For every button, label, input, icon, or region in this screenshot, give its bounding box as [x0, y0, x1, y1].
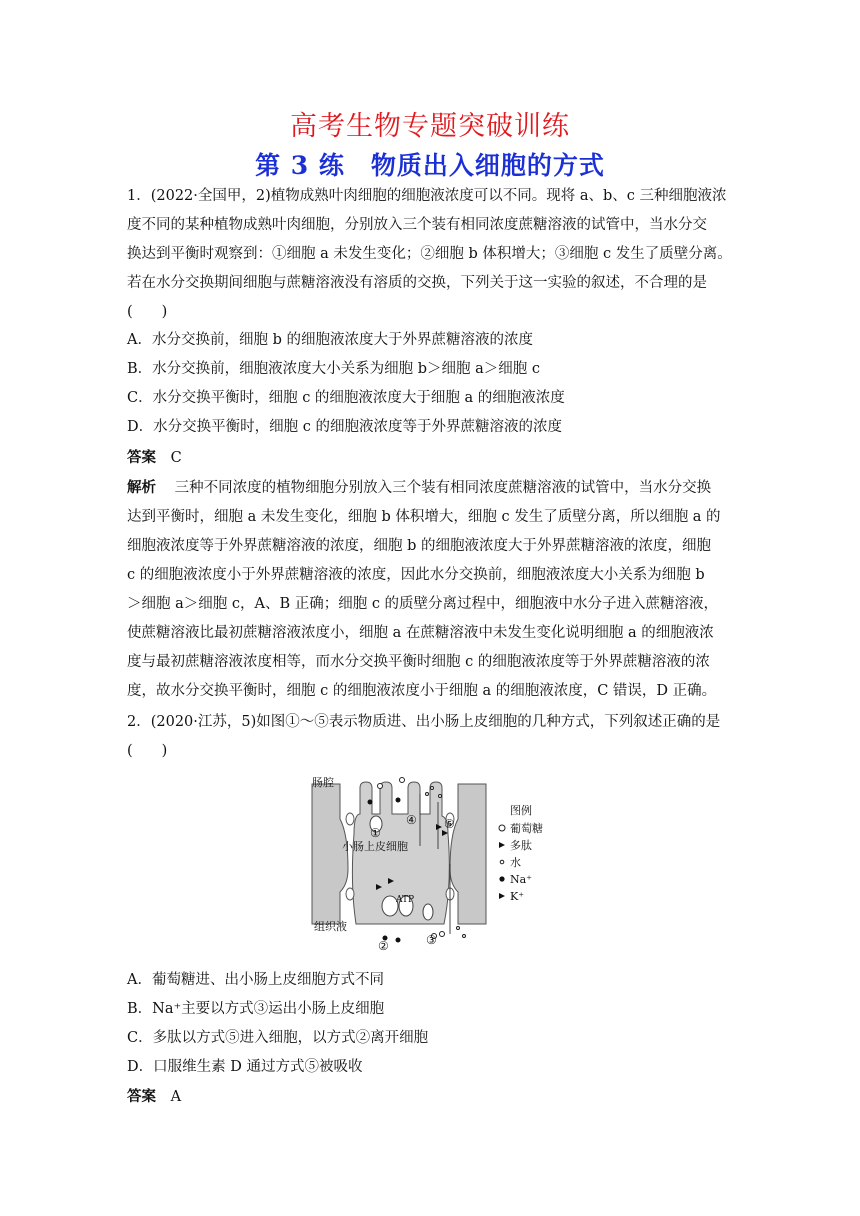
analysis-label: 解析 — [127, 480, 156, 496]
legend-title: 图例 — [510, 804, 532, 817]
q1-line: 换达到平衡时观察到：①细胞 a 未发生变化；②细胞 b 体积增大；③细胞 c 发生了质壁分离。 — [127, 246, 732, 262]
q2-option-d: D．口服维生素 D 通过方式⑤被吸收 — [127, 1059, 363, 1075]
q1-option-a: A．水分交换前，细胞 b 的细胞液浓度大于外界蔗糖溶液的浓度 — [127, 332, 533, 348]
q2-answer — [127, 1087, 181, 1107]
q1-answer — [127, 448, 182, 468]
legend-na: Na⁺ — [510, 873, 532, 886]
q1-analysis-first — [127, 478, 711, 498]
q2-option-a: A．葡萄糖进、出小肠上皮细胞方式不同 — [127, 972, 384, 988]
analysis-text: 三种不同浓度的植物细胞分别放入三个装有相同浓度蔗糖溶液的试管中，当水分交换 — [174, 480, 712, 496]
answer-value: C — [170, 450, 182, 466]
q1-analysis-line: c 的细胞液浓度小于外界蔗糖溶液的浓度，因此水分交换前，细胞液浓度大小关系为细胞 b — [127, 567, 705, 583]
marker-1: ① — [370, 826, 381, 840]
cell-transport-figure — [310, 774, 570, 959]
q1-option-d: D．水分交换平衡时，细胞 c 的细胞液浓度等于外界蔗糖溶液的浓度 — [127, 419, 562, 435]
q1-analysis-line: 达到平衡时，细胞 a 未发生变化，细胞 b 体积增大，细胞 c 发生了质壁分离，所以细胞 a 的 — [127, 509, 721, 525]
answer-label: 答案 — [127, 1089, 156, 1105]
answer-label: 答案 — [127, 450, 156, 466]
q1-line: 若在水分交换期间细胞与蔗糖溶液没有溶质的交换，下列关于这一实验的叙述，不合理的是 — [127, 275, 707, 291]
figure-label-tissue: 组织液 — [314, 920, 347, 933]
q1-option-c: C．水分交换平衡时，细胞 c 的细胞液浓度大于细胞 a 的细胞液浓度 — [127, 390, 565, 406]
q1-analysis-line: ＞细胞 a＞细胞 c，A、B 正确；细胞 c 的质壁分离过程中，细胞液中水分子进入蔗糖溶液， — [127, 596, 719, 612]
page-subtitle: 第 3 练 物质出入细胞的方式 — [255, 151, 605, 180]
marker-4: ④ — [406, 813, 417, 827]
q1-bracket: ( ) — [127, 304, 168, 320]
legend-k: K⁺ — [510, 890, 525, 903]
q1-line: 度不同的某种植物成熟叶肉细胞，分别放入三个装有相同浓度蔗糖溶液的试管中，当水分交 — [127, 217, 707, 233]
q2-option-b: B．Na⁺主要以方式③运出小肠上皮细胞 — [127, 1001, 385, 1017]
figure-label-cell: 小肠上皮细胞 — [342, 840, 408, 853]
q2-line: 2．(2020·江苏，5)如图①～⑤表示物质进、出小肠上皮细胞的几种方式，下列叙述正确的是 — [127, 714, 721, 730]
legend-glucose: 葡萄糖 — [510, 822, 543, 835]
legend-polypeptide: 多肽 — [510, 839, 532, 852]
q2-bracket: ( ) — [127, 743, 168, 759]
q1-option-b: B．水分交换前，细胞液浓度大小关系为细胞 b＞细胞 a＞细胞 c — [127, 361, 541, 377]
q1-analysis-line: 度与最初蔗糖溶液浓度相等，而水分交换平衡时细胞 c 的细胞液浓度等于外界蔗糖溶液的浓 — [127, 654, 710, 670]
q2-option-c: C．多肽以方式⑤进入细胞，以方式②离开细胞 — [127, 1030, 429, 1046]
marker-5: ⑤ — [444, 817, 455, 831]
marker-2: ② — [378, 939, 389, 953]
figure-label-atp: ATP — [396, 895, 415, 905]
marker-3: ③ — [426, 933, 437, 947]
page-title: 高考生物专题突破训练 — [290, 111, 570, 142]
answer-value: A — [170, 1089, 182, 1105]
figure-label-lumen: 肠腔 — [312, 776, 334, 789]
legend-water: 水 — [510, 856, 521, 869]
q1-line: 1．(2022·全国甲，2)植物成熟叶肉细胞的细胞液浓度可以不同。现将 a、b、c 三种细胞液浓 — [127, 188, 727, 204]
q1-analysis-line: 度，故水分交换平衡时，细胞 c 的细胞液浓度小于细胞 a 的细胞液浓度，C 错误，D 正确。 — [127, 683, 717, 699]
q1-analysis-line: 使蔗糖溶液比最初蔗糖溶液浓度小，细胞 a 在蔗糖溶液中未发生变化说明细胞 a 的细胞液浓 — [127, 625, 714, 641]
q1-analysis-line: 细胞液浓度等于外界蔗糖溶液的浓度，细胞 b 的细胞液浓度大于外界蔗糖溶液的浓度，细胞 — [127, 538, 711, 554]
